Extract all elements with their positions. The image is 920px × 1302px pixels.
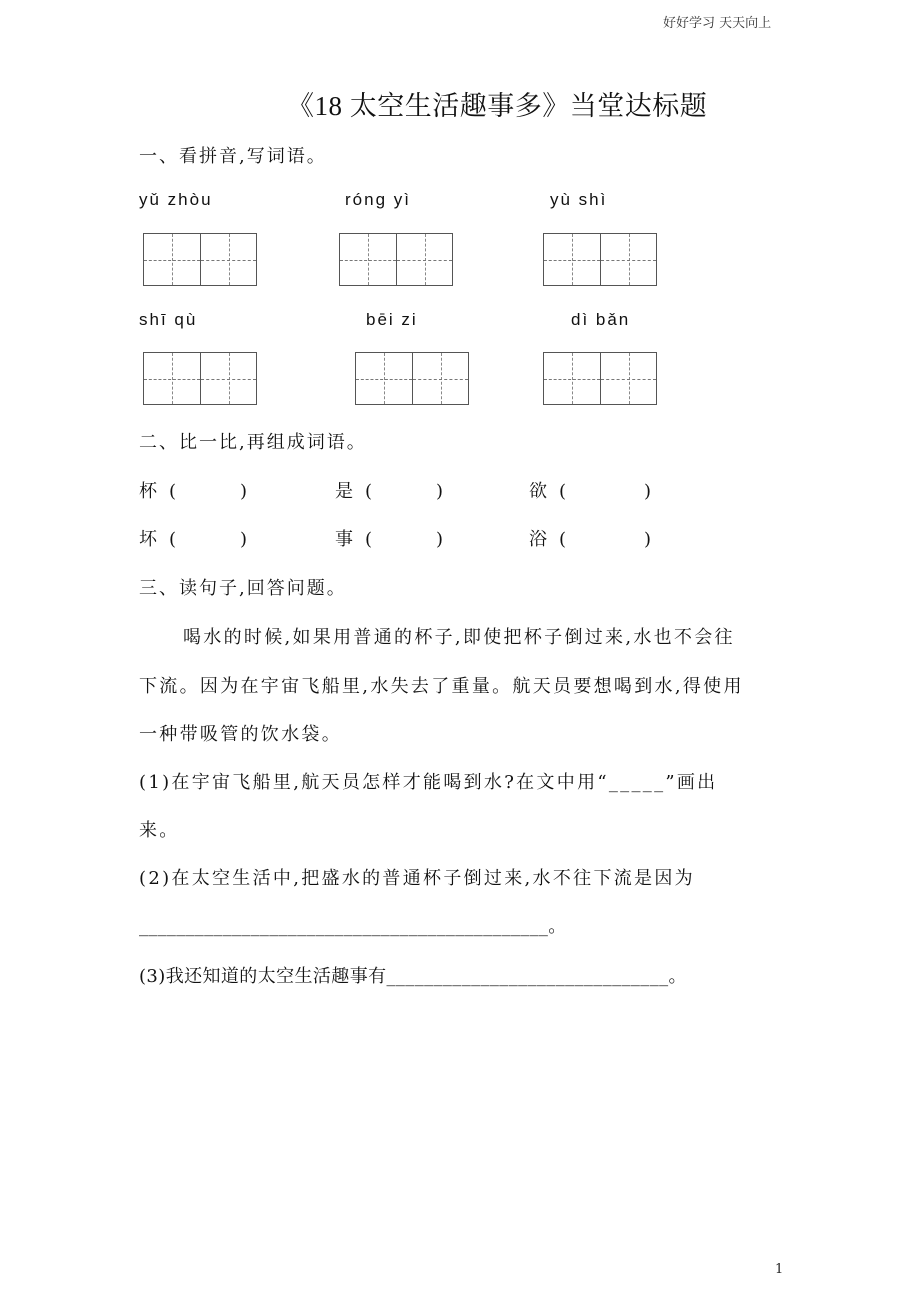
compare-item-6[interactable] [529,525,651,551]
compare-char: 事 [335,529,353,550]
compare-char: 浴 [529,529,547,550]
compare-char: 欲 [529,481,547,502]
writing-grid-3[interactable] [543,233,657,286]
question-2-line-1: (2)在太空生活中,把盛水的普通杯子倒过来,水不往下流是因为 [139,868,695,889]
writing-grid-4[interactable] [143,352,257,405]
question-3[interactable]: (3)我还知道的太空生活趣事有______________________________。 [139,966,687,987]
section-3-heading: 三、读句子,回答问题。 [139,578,347,599]
section-1-heading: 一、看拼音,写词语。 [139,146,327,167]
page-title: 《18 太空生活趣事多》当堂达标题 [287,91,708,121]
pinyin-2: róng yì [345,190,411,209]
close-paren: ) [644,481,652,502]
open-paren: ( [559,481,567,502]
open-paren: ( [559,529,567,550]
page-header: 好好学习 天天向上 [663,16,772,31]
close-paren: ) [240,529,248,550]
compare-char: 坏 [139,529,157,550]
pinyin-5: bēi zi [366,310,418,329]
compare-item-3[interactable] [529,477,651,503]
pinyin-3: yù shì [550,190,608,209]
question-1-line-2: 来。 [139,820,180,841]
open-paren: ( [365,481,373,502]
passage-line-2: 下流。因为在宇宙飞船里,水失去了重量。航天员要想喝到水,得使用 [139,676,744,697]
question-1-line-1: (1)在宇宙飞船里,航天员怎样才能喝到水?在文中用“_____”画出 [139,772,718,793]
open-paren: ( [169,529,177,550]
pinyin-1: yǔ zhòu [139,190,213,209]
open-paren: ( [365,529,373,550]
compare-char: 杯 [139,481,157,502]
writing-grid-1[interactable] [143,233,257,286]
page-number: 1 [775,1262,784,1277]
compare-item-5[interactable] [335,525,443,551]
writing-grid-5[interactable] [355,352,469,405]
writing-grid-6[interactable] [543,352,657,405]
passage-line-3: 一种带吸管的饮水袋。 [139,724,342,745]
close-paren: ) [240,481,248,502]
passage-line-1: 喝水的时候,如果用普通的杯子,即使把杯子倒过来,水也不会往 [183,627,735,648]
question-2-answer-blank[interactable]: ____________________________________________。 [139,916,567,937]
compare-item-2[interactable] [335,477,443,503]
pinyin-6: dì bǎn [571,310,631,329]
open-paren: ( [169,481,177,502]
compare-char: 是 [335,481,353,502]
pinyin-4: shī qù [139,310,198,329]
compare-item-1[interactable] [139,477,247,503]
close-paren: ) [436,529,444,550]
compare-item-4[interactable] [139,525,247,551]
close-paren: ) [436,481,444,502]
section-2-heading: 二、比一比,再组成词语。 [139,432,367,453]
writing-grid-2[interactable] [339,233,453,286]
close-paren: ) [644,529,652,550]
